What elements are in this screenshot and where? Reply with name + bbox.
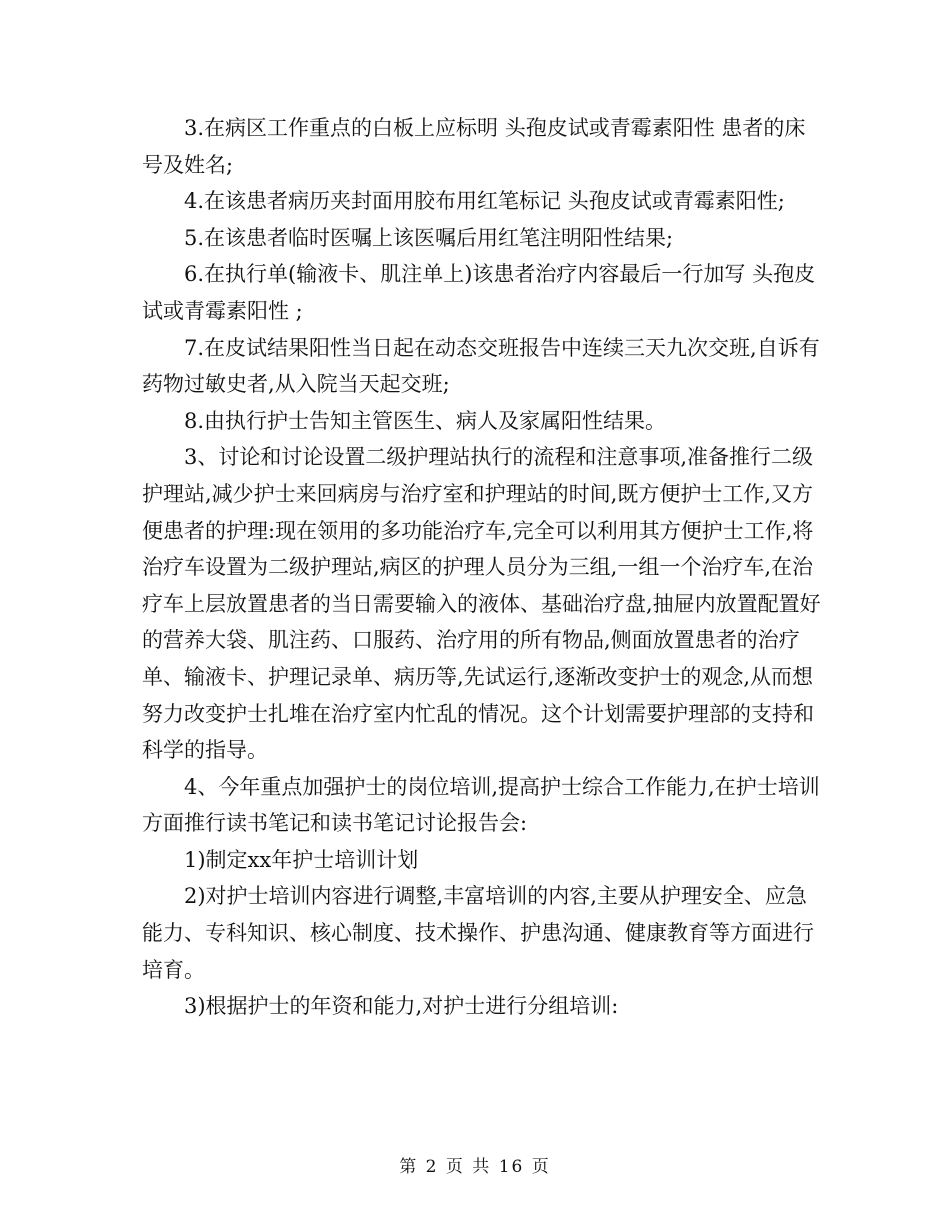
document-body bbox=[142, 110, 822, 1025]
paragraph-item-7: 7.在皮试结果阳性当日起在动态交班报告中连续三天九次交班,自诉有药物过敏史者,从入院当天起交班; bbox=[142, 335, 820, 397]
page-number-footer: 第 2 页 共 16 页 bbox=[399, 1157, 551, 1177]
paragraph-item-6: 6.在执行单(输液卡、肌注单上)该患者治疗内容最后一行加写 头孢皮试或青霉素阳性 ; bbox=[142, 262, 816, 323]
paragraph-item-5: 5.在该患者临时医嘱上该医嘱后用红笔注明阳性结果; bbox=[184, 225, 674, 250]
paragraph-subitem-2: 2)对护士培训内容进行调整,丰富培训的内容,主要从护理安全、应急能力、专科知识、核心制度、技术操作、护患沟通、健康教育等方面进行培育。 bbox=[142, 884, 814, 982]
paragraph-subitem-3: 3)根据护士的年资和能力,对护士进行分组培训: bbox=[184, 994, 619, 1019]
paragraph-item-4: 4.在该患者病历夹封面用胶布用红笔标记 头孢皮试或青霉素阳性; bbox=[184, 189, 785, 214]
paragraph-subitem-1: 1)制定xx年护士培训计划 bbox=[184, 847, 419, 872]
paragraph-item-8: 8.由执行护士告知主管医生、病人及家属阳性结果。 bbox=[184, 408, 667, 433]
paragraph-section-3: 3、讨论和讨论设置二级护理站执行的流程和注意事项,准备推行二级护理站,减少护士来回病房与治疗室和护理站的时间,既方便护士工作,又方便患者的护理:现在领用的多功能治疗车,完全可以利用其方便护士工作,将治疗车设置为二级护理站,病区的护理人员分为三组,一组一个治疗车,在治疗车上层放置患者的当日需要输入的液体、基础治疗盘,抽屉内放置配置好的营养大袋、肌注药、口服药、治疗用的所有物品,侧面放置患者的治疗单、输液卡、护理记录单、病历等,先试运行,逐渐改变护士的观念,从而想努力改变护士扎堆在治疗室内忙乱的情况。这个计划需要护理部的支持和科学的指导。 bbox=[142, 445, 821, 763]
paragraph-section-4: 4、今年重点加强护士的岗位培训,提高护士综合工作能力,在护士培训方面推行读书笔记和读书笔记讨论报告会: bbox=[142, 774, 820, 836]
paragraph-item-3: 3.在病区工作重点的白板上应标明 头孢皮试或青霉素阳性 患者的床号及姓名; bbox=[142, 116, 806, 177]
